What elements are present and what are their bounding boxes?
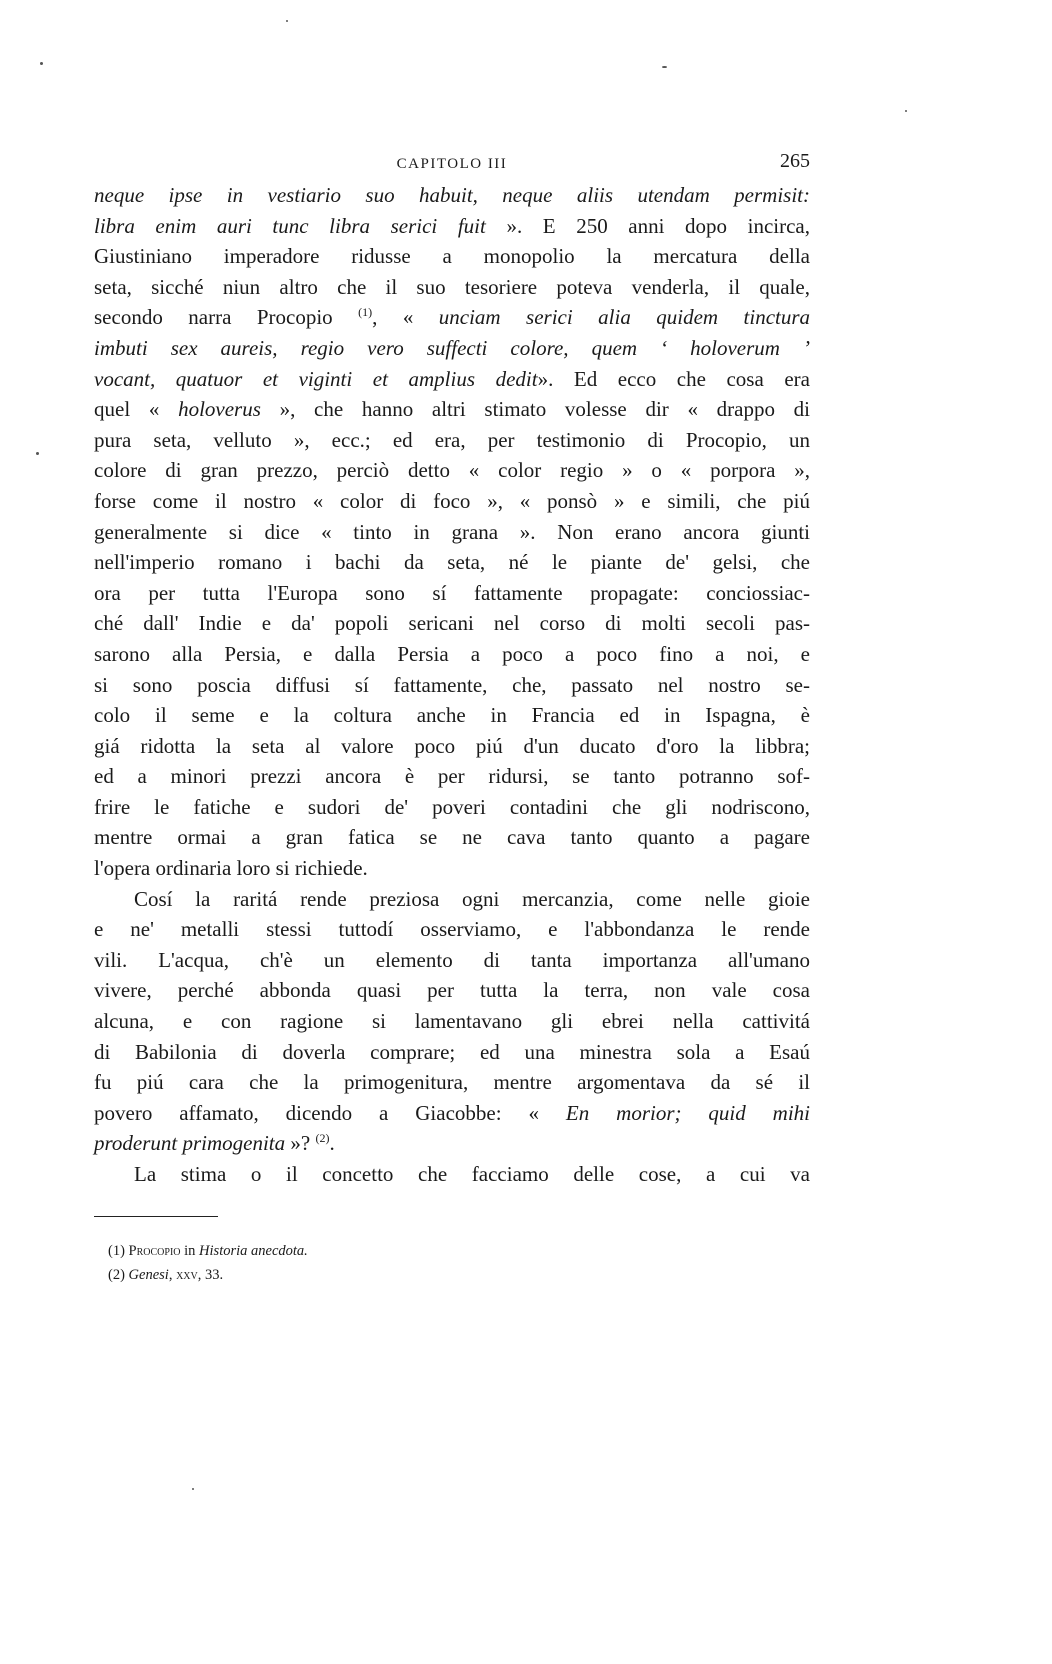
text-line [94,364,810,395]
footnote-author: Procopio [128,1242,181,1259]
footnotes [94,1239,810,1287]
scan-speck [192,1488,194,1490]
text-line: e ne' metalli stessi tuttodí osserviamo, e l'abbondanza le rende [94,917,810,942]
latin-quote: En morior; quid mihi [565,1100,810,1125]
text-line [94,1128,810,1159]
paragraph-2 [94,884,810,1159]
text-line: fu piú cara che la primogenitura, mentre argomentava da sé il [94,1070,810,1095]
main-text [94,180,810,1190]
text-span: povero affamato, dicendo a Giacobbe: « [94,1100,539,1125]
footnote-1 [108,1239,810,1263]
text-line: pura seta, velluto », ecc.; ed era, per testimonio di Procopio, un [94,427,810,452]
footnote-ref-2[interactable]: (2) [315,1131,330,1146]
footnote-mark: (1) [108,1242,125,1259]
text-span: »? [290,1131,311,1156]
scan-speck [40,62,43,65]
text-line: di Babilonia di doverla comprare; ed una minestra sola a Esaú [94,1039,810,1064]
footnote-mark: (2) [108,1266,125,1283]
text-line [94,1098,810,1129]
latin-quote: vocant, quatuor et viginti et amplius dedit [94,366,538,391]
text-line: Giustiniano imperadore ridusse a monopolio la mercatura della [94,244,810,269]
scan-speck [662,66,667,68]
text-line: colore di gran prezzo, perciò detto « color regio » o « porpora », [94,458,810,483]
text-line: ora per tutta l'Europa sono sí fattamente propagate: conciossiac- [94,580,810,605]
latin-quote: proderunt primogenita [94,1131,286,1156]
latin-quote: libra enim auri tunc libra serici fuit [94,213,486,238]
text-line: La stima o il concetto che facciamo delle cose, a cui va [134,1162,810,1186]
paragraph-3 [94,1159,810,1190]
scan-speck [36,452,39,455]
latin-term: holoverus [178,397,261,422]
footnote-rule [94,1216,218,1217]
text-span: , « [372,305,414,330]
text-line: vili. L'acqua, ch'è un elemento di tanta importanza all'umano [94,947,810,972]
text-line: nell'imperio romano i bachi da seta, né le piante de' gelsi, che [94,550,810,575]
scan-speck [905,110,907,112]
text-line: neque ipse in vestiario suo habuit, neque aliis utendam permisit: [94,183,810,207]
text-line: si sono poscia diffusi sí fattamente, che, passato nel nostro se- [94,672,810,697]
footnote-work: Genesi [128,1266,169,1283]
text-line: alcuna, e con ragione si lamentavano gli ebrei nella cattivitá [94,1009,810,1034]
footnote-reference: , xxv, 33. [168,1266,224,1283]
text-line: mentre ormai a gran fatica se ne cava tanto quanto a pagare [94,825,810,850]
text-line [94,394,810,425]
text-line: ed a minori prezzi ancora è per ridursi, se tanto potranno sof- [94,764,810,789]
text-line: colo il seme e la coltura anche in Francia ed in Ispagna, è [94,703,810,728]
text-line: imbuti sex aureis, regio vero suffecti colore, quem ‘ holoverum ’ [94,335,810,360]
text-line [94,302,810,333]
running-header [94,140,810,180]
text-line: generalmente si dice « tinto in grana ». Non erano ancora giunti [94,519,810,544]
text-span: quel « [94,397,160,422]
page-number: 265 [780,150,810,172]
text-line [94,211,810,242]
scan-speck [286,20,288,22]
text-line: l'opera ordinaria loro si richiede. [94,856,368,881]
latin-quote: unciam serici alia quidem tinctura [438,305,811,330]
text-line: seta, sicché niun altro che il suo tesoriere poteva venderla, il quale, [94,274,810,299]
running-title: CAPITOLO III [396,156,508,172]
text-line: forse come il nostro « color di foco », « ponsò » e simili, che piú [94,488,810,513]
book-page [94,140,810,1287]
text-line: ché dall' Indie e da' popoli sericani nel corso di molti secoli pas- [94,611,810,636]
footnote-ref-1[interactable]: (1) [358,305,373,320]
text-line: vivere, perché abbonda quasi per tutta la terra, non vale cosa [94,978,810,1003]
text-span: ». Ed ecco che cosa era [537,366,810,391]
text-span: secondo narra Procopio [94,305,333,330]
text-line: giá ridotta la seta al valore poco piú d'un ducato d'oro la libbra; [94,733,810,758]
text-span: in [180,1242,200,1259]
footnote-2 [108,1263,810,1287]
text-span: ». E 250 anni dopo incirca, [506,213,811,238]
paragraph-1 [94,180,810,884]
text-line: Cosí la raritá rende preziosa ogni mercanzia, come nelle gioie [134,886,810,911]
footnote-work: Historia anecdota. [199,1242,308,1259]
text-span: », che hanno altri stimato volesse dir « drappo di [279,397,811,422]
text-line: sarono alla Persia, e dalla Persia a poco a poco fino a noi, e [94,641,810,666]
text-span: . [329,1131,335,1156]
text-line: frire le fatiche e sudori de' poveri contadini che gli nodriscono, [94,794,810,819]
